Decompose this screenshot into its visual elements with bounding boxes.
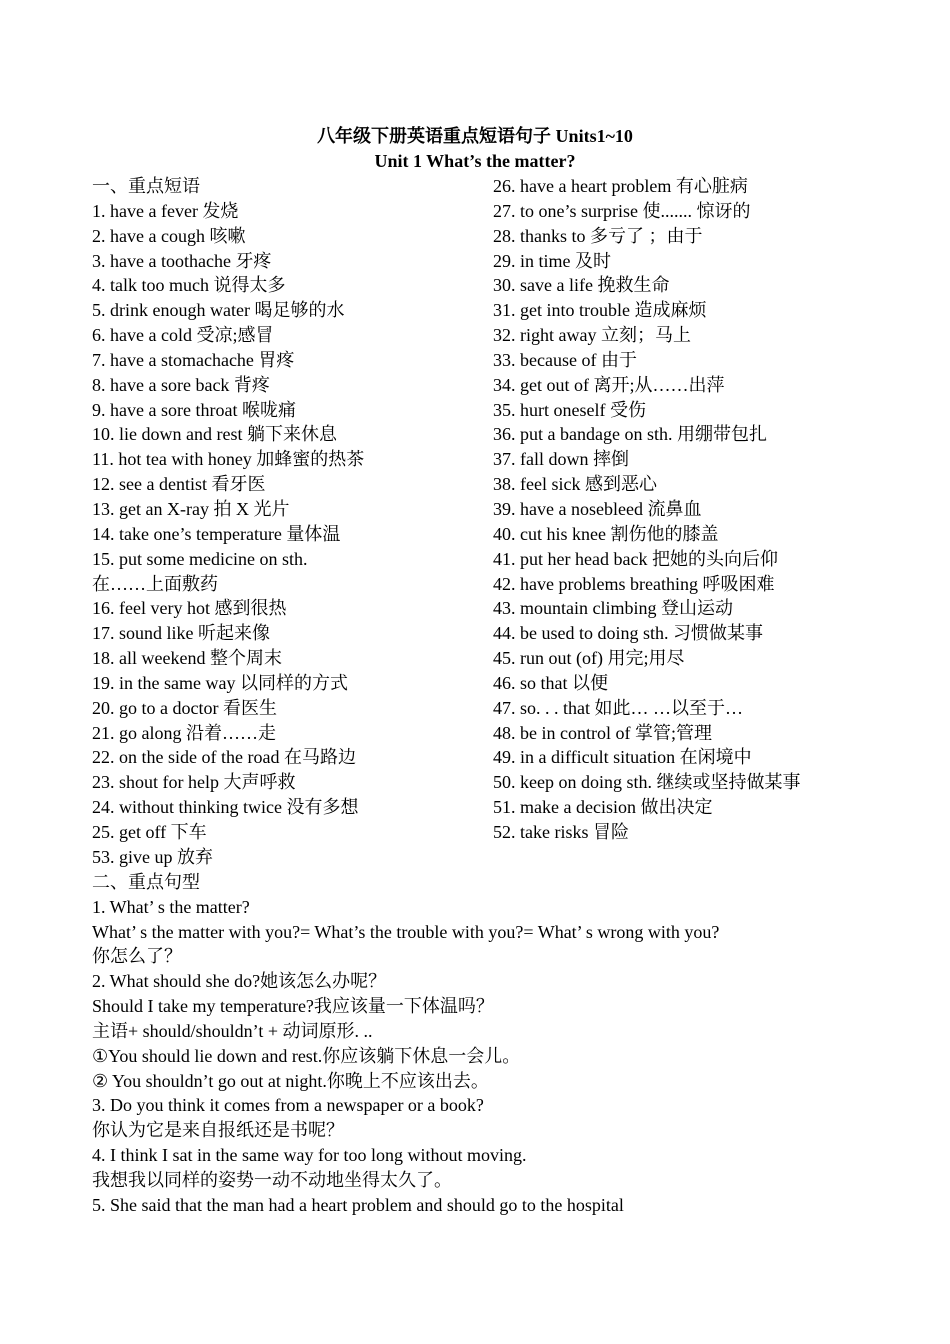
phrase-item: 22. on the side of the road 在马路边 [92, 747, 356, 768]
unit-title: Unit 1 What’s the matter? [374, 151, 576, 171]
text-line: ①You should lie down and rest.你应该躺下休息一会儿。 [92, 1045, 521, 1066]
phrase-item: 30. save a life 挽救生命 [493, 275, 670, 296]
phrase-item: 27. to one’s surprise 使....... 惊讶的 [493, 200, 751, 221]
text-line: 1. What’ s the matter? [92, 896, 250, 917]
phrase-item: 1. have a fever 发烧 [92, 200, 239, 221]
phrase-item: 51. make a decision 做出决定 [493, 797, 713, 818]
phrase-item: 50. keep on doing sth. 继续或坚持做某事 [493, 772, 801, 793]
text-line: 4. I think I sat in the same way for too long without moving. [92, 1145, 527, 1166]
phrase-item: 36. put a bandage on sth. 用绷带包扎 [493, 424, 767, 445]
sentences-section [92, 845, 922, 1218]
phrase-item: 26. have a heart problem 有心脏病 [493, 176, 748, 196]
phrase-item: 31. get into trouble 造成麻烦 [493, 300, 707, 321]
phrase-item: 20. go to a doctor 看医生 [92, 697, 277, 718]
phrase-item: 40. cut his knee 割伤他的膝盖 [493, 523, 719, 544]
phrase-item: 8. have a sore back 背疼 [92, 374, 270, 395]
text-line: 3. Do you think it comes from a newspaper or a book? [92, 1095, 484, 1116]
phrase-item: 4. talk too much 说得太多 [92, 275, 286, 296]
text-line: 5. She said that the man had a heart problem and should go to the hospital [92, 1194, 624, 1215]
text-line: 你认为它是来自报纸还是书呢？ [92, 1120, 344, 1141]
phrase-item: 46. so that 以便 [493, 672, 608, 693]
phrase-item: 28. thanks to 多亏了 ；由于 [493, 225, 703, 246]
phrase-item: 45. run out (of) 用完;用尽 [493, 648, 685, 669]
phrase-item: 34. get out of 离开;从……出萍 [493, 374, 725, 395]
phrase-item: 24. without thinking twice 没有多想 [92, 797, 359, 818]
phrase-item: 18. all weekend 整个周末 [92, 648, 282, 669]
phrase-item: 17. sound like 听起来像 [92, 623, 270, 644]
phrase-item: 15. put some medicine on sth. [92, 548, 308, 569]
phrase-item: 6. have a cold 受凉;感冒 [92, 325, 274, 346]
phrase-item: 37. fall down 摔倒 [493, 449, 629, 470]
text-line: 我想我以同样的姿势一动不动地坐得太久了。 [92, 1169, 452, 1190]
text-line: ② You shouldn’t go out at night.你晚上不应该出去。 [92, 1070, 489, 1091]
phrase-item: 38. feel sick 感到恶心 [493, 474, 657, 495]
phrase-item: 52. take risks 冒险 [493, 821, 629, 842]
phrase-item: 9. have a sore throat 喉咙痛 [92, 399, 296, 420]
phrase-item: 29. in time 及时 [493, 250, 611, 271]
phrase-item: 19. in the same way 以同样的方式 [92, 672, 348, 693]
phrase-item: 21. go along 沿着……走 [92, 722, 276, 743]
phrase-item: 14. take one’s temperature 量体温 [92, 523, 341, 544]
phrase-item: 42. have problems breathing 呼吸困难 [493, 573, 775, 594]
text-line: Should I take my temperature?我应该量一下体温吗？ [92, 996, 494, 1017]
text-line: 你怎么了？ [92, 946, 182, 967]
phrase-item: 7. have a stomachache 胃疼 [92, 349, 295, 370]
phrase-item: 12. see a dentist 看牙医 [92, 474, 266, 495]
text-line: 53. give up 放弃 [92, 847, 213, 867]
phrase-item: 41. put her head back 把她的头向后仰 [493, 548, 778, 569]
phrase-item: 16. feel very hot 感到很热 [92, 598, 287, 619]
phrase-item: 23. shout for help 大声呼救 [92, 772, 296, 793]
phrase-item: 在……上面敷药 [92, 573, 218, 594]
phrase-item: 49. in a difficult situation 在闲境中 [493, 747, 752, 768]
phrase-item: 43. mountain climbing 登山运动 [493, 598, 733, 619]
text-line: 2. What should she do?她该怎么办呢？ [92, 971, 387, 992]
phrase-item: 13. get an X-ray 拍 X 光片 [92, 498, 290, 519]
phrase-item: 10. lie down and rest 躺下来休息 [92, 424, 337, 445]
phrase-item: 25. get off 下车 [92, 821, 207, 842]
phrase-item: 33. because of 由于 [493, 349, 637, 370]
phrase-item: 3. have a toothache 牙疼 [92, 250, 272, 271]
phrase-item: 5. drink enough water 喝足够的水 [92, 300, 345, 321]
phrase-item: 48. be in control of 掌管;管理 [493, 722, 712, 743]
phrase-item: 一、重点短语 [92, 176, 200, 196]
text-line: 主语+ should/shouldn’t + 动词原形. .. [92, 1020, 373, 1041]
phrase-item: 2. have a cough 咳嗽 [92, 225, 246, 246]
phrase-item: 47. so. . . that 如此… …以至于… [493, 697, 743, 718]
phrases-right-column [493, 174, 923, 845]
phrase-item: 11. hot tea with honey 加蜂蜜的热茶 [92, 449, 365, 470]
text-line: 二、重点句型 [92, 871, 200, 892]
phrases-left-column [92, 174, 487, 845]
text-line: What’ s the matter with you?= What’s the trouble with you?= What’ s wrong with you? [92, 921, 720, 942]
phrase-item: 44. be used to doing sth. 习惯做某事 [493, 623, 763, 644]
phrase-item: 35. hurt oneself 受伤 [493, 399, 646, 420]
phrase-item: 32. right away 立刻；马上 [493, 325, 691, 346]
phrase-item: 39. have a nosebleed 流鼻血 [493, 498, 702, 519]
document-title: 八年级下册英语重点短语句子 Units1~10 [317, 126, 633, 146]
